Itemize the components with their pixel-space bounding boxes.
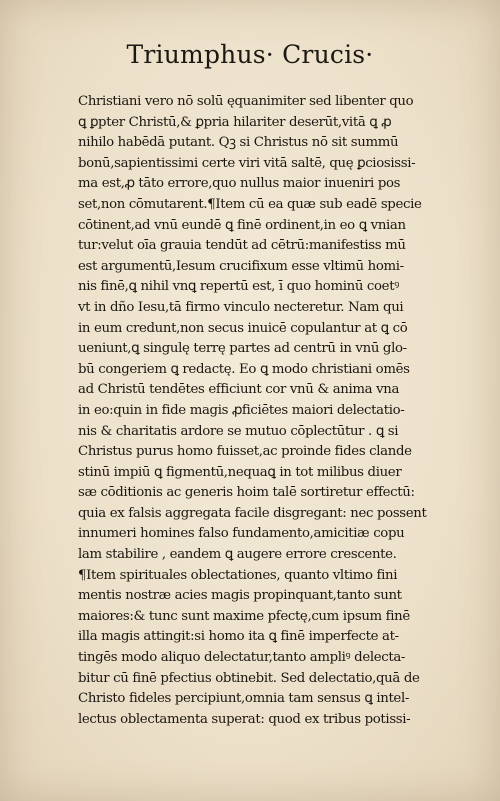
text-line: est argumentū,Iesum crucifixum esse vltimū homi- xyxy=(78,258,404,274)
text-line: tingēs modo aliquo delectatur,tanto ampliꝰ delecta- xyxy=(78,650,406,666)
text-line: lectus oblectamenta superat: quod ex tribus potissi- xyxy=(78,711,411,727)
text-line: tur:velut oīa grauia tendūt ad cētrū:manifestiss mū xyxy=(78,238,406,254)
text-line: in eo:quin in fide magis ꝓficiētes maiori delectatio- xyxy=(78,402,405,418)
running-head: Triumphus· Crucis· xyxy=(126,40,374,69)
text-block xyxy=(78,92,458,730)
text-line: vt in dño Iesu,tā firmo vinculo necteretur. Nam qui xyxy=(78,299,404,315)
text-line: ma est,ꝓ tāto errore,quo nullus maior inueniri pos xyxy=(78,176,401,192)
text-line: illa magis attingit:si homo ita ꝗ finē imperfecte at- xyxy=(78,629,399,645)
text-line: maiores:& tunc sunt maxime pfectę,cum ipsum finē xyxy=(78,608,410,624)
text-line: nis & charitatis ardore se mutuo cōplectūtur . ꝗ si xyxy=(78,423,399,439)
text-line: Christo fideles percipiunt,omnia tam sensus ꝗ intel- xyxy=(78,691,409,707)
text-line: Christiani vero nō solū ęquanimiter sed libenter quo xyxy=(78,94,414,109)
text-line: set,non cōmutarent.¶Item cū ea quæ sub eadē specie xyxy=(78,196,422,212)
text-line: nis finē,ꝗ nihil vnꝗ repertū est, ī quo hominū coetꝰ xyxy=(78,279,399,295)
text-line: ¶Item spirituales oblectationes, quanto vltimo fini xyxy=(78,567,398,583)
text-line: ad Christū tendētes efficiunt cor vnū & anima vna xyxy=(78,382,400,398)
text-line: innumeri homines falso fundamento,amicitiæ copu xyxy=(78,526,405,542)
text-line: lam stabilire , eandem ꝗ augere errore crescente. xyxy=(78,547,397,563)
text-line: ueniunt,ꝗ singulę terrę partes ad centrū in vnū glo- xyxy=(78,341,407,357)
text-line: stinū impiū ꝗ figmentū,nequaꝗ in tot milibus diuer xyxy=(78,464,402,480)
text-line: sæ cōditionis ac generis hoim talē sortiretur effectū: xyxy=(78,485,415,501)
text-line: nihilo habēdā putant. Qꝫ si Christus nō sit summū xyxy=(78,135,399,151)
text-line: in eum credunt,non secus inuicē copulantur at ꝗ cō xyxy=(78,320,408,336)
text-line: cōtinent,ad vnū eundē ꝗ finē ordinent,in eo ꝗ vnian xyxy=(78,217,406,233)
text-line: mentis nostræ acies magis propinquant,tanto sunt xyxy=(78,588,402,604)
text-line: Christus purus homo fuisset,ac proinde fides clande xyxy=(78,444,412,460)
text-line: bū congeriem ꝗ redactę. Eo ꝗ modo christiani omēs xyxy=(78,361,410,377)
text-line: ꝗ ꝑpter Christū,& ꝑpria hilariter deserūt,vitā ꝗ ꝓ xyxy=(78,114,392,130)
text-line: bitur cū finē pfectius obtinebit. Sed delectatio,quā de xyxy=(78,670,420,686)
text-line: quia ex falsis aggregata facile disgregant: nec possent xyxy=(78,505,427,521)
text-line: bonū,sapientissimi certe viri vitā saltē, quę ꝑciosissi- xyxy=(78,155,416,171)
